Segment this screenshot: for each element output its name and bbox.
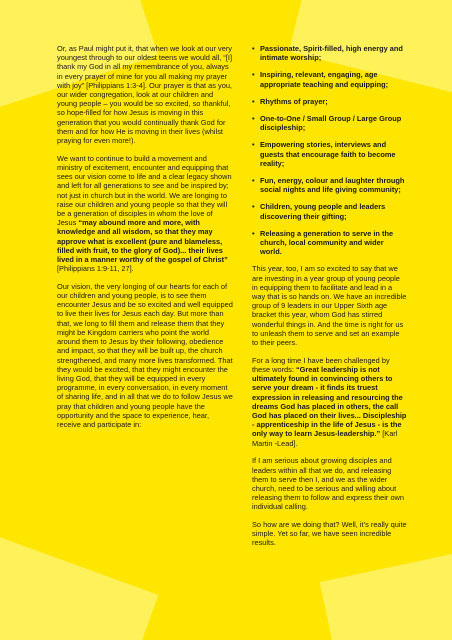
- paragraph-text: We want to continue to build a movement and ministry of excitement, encounter and equipping that sees our vision come to life and a clear legacy shown and left for all generations to see and be inspired by; not just in church but in the world. We are longing to raise our children and young people so that they will be a generation of disciples in whom the love of Jesus: [57, 153, 232, 228]
- bullet-icon: •: [252, 140, 255, 150]
- scripture-reference: [Philippians 1:9-11, 27].: [57, 264, 134, 274]
- paragraph-leadership-quote: [252, 356, 407, 448]
- leadership-quote: “Great leadership is not ultimately found in convincing others to serve your dream - it finds its truest expression in releasing and resourcing the dreams God has placed in others, the call God has placed on their lives... Discipleship - apprenticeship in the life of Jesus - is the only way to learn Jesus-leadership.”: [252, 364, 407, 439]
- bullet-item: [252, 70, 407, 88]
- bullet-item: [252, 229, 407, 257]
- bullet-icon: •: [252, 44, 255, 53]
- left-column: [57, 44, 233, 438]
- bullet-item: [252, 140, 407, 168]
- paragraph-growing-disciples: If I am serious about growing disciples and leaders within all that we do, and releasing them to serve then I, and we as the wider church, need to be serious and willing about releasing them to follow and express their own individual calling.: [252, 456, 404, 512]
- paragraph-movement-ministry: [57, 154, 233, 274]
- bullet-text: Children, young people and leaders discovering their gifting;: [260, 202, 386, 221]
- bullet-text: Fun, energy, colour and laughter through social nights and life giving community;: [260, 176, 405, 195]
- bullet-item: [252, 44, 407, 62]
- bullet-text: One-to-One / Small Group / Large Group discipleship;: [260, 114, 402, 133]
- bullet-icon: •: [252, 176, 255, 186]
- scripture-quote: “may abound more and more, with knowledge and all wisdom, so that they may approve what is excellent (pure and blameless, filled with fruit, to the glory of God)... their lives lived in a manner worthy of the gospel of Christ”: [57, 218, 228, 264]
- paragraph-results: So how are we doing that? Well, it’s really quite simple. Yet so far, we have seen incredible results.: [252, 520, 407, 548]
- paragraph-text: For a long time I have been challenged by these words:: [252, 355, 390, 374]
- bullet-text: Releasing a generation to serve in the church, local community and wider world.: [260, 228, 394, 257]
- bullet-text: Inspiring, relevant, engaging, age appropriate teaching and equipping;: [260, 70, 389, 89]
- bullet-text: Passionate, Spirit-filled, high energy and intimate worship;: [260, 44, 403, 63]
- bullet-item: [252, 176, 407, 194]
- bullet-icon: •: [252, 96, 255, 106]
- bullet-item: [252, 97, 407, 106]
- bullet-text: Empowering stories, interviews and guests that encourage faith to become reality;: [260, 140, 396, 168]
- quote-reference: [Karl Martin -Lead].: [252, 429, 398, 448]
- bullet-icon: •: [252, 228, 255, 238]
- right-column: [252, 44, 407, 556]
- paragraph-investing-leaders: This year, too, I am so excited to say that we are investing in a year group of young people in equipping them to facilitate and lead in a way that is so hands on. We have an incredible group of 9 leaders in our Upper Sixth age bracket this year, whom God has stirred wonderful things in. And the time is right for us to unleash them to serve and set an example to their peers.: [252, 264, 407, 348]
- decorative-shape-bottom-left: [0, 533, 159, 640]
- paragraph-vision: Our vision, the very longing of our hearts for each of our children and young people, is to see them encounter Jesus and be so excited and well equipped to live their lives for Jesus each day. But more than that, we long to fill them and release them that they might be Kingdom carriers who point the world around them to Jesus by their following, obedience and impact, so that they will be built up, the church strengthened, and many more lives transformed. That they would be excited, that they might encounter the living God, that they will be equipped in every programme, in every conversation, in every moment of sharing life, and in all that we do to follow Jesus we pray that children and young people have the opportunity and the space to experience, hear, receive and participate in:: [57, 281, 233, 429]
- bullet-icon: •: [252, 70, 255, 80]
- bullet-icon: •: [252, 114, 255, 124]
- bullet-item: [252, 202, 407, 220]
- bullet-list: [252, 44, 407, 256]
- paragraph-philippians-prayer: Or, as Paul might put it, that when we look at our very youngest through to our oldest teens we would all, “[I] thank my God in all my remembrance of you, always in every prayer of mine for you all making my prayer with joy” [Philippians 1:3-4]. Our prayer is that as you, our wider congregation, look at our children and young people – you would be so excited, so thankful, so hope-filled for how Jesus is moving in this generation that you would continually thank God for them and for how He is moving in their lives (whilst praying for even more!).: [57, 44, 233, 146]
- bullet-text: Rhythms of prayer;: [260, 96, 328, 106]
- bullet-icon: •: [252, 202, 255, 212]
- bullet-item: [252, 114, 407, 132]
